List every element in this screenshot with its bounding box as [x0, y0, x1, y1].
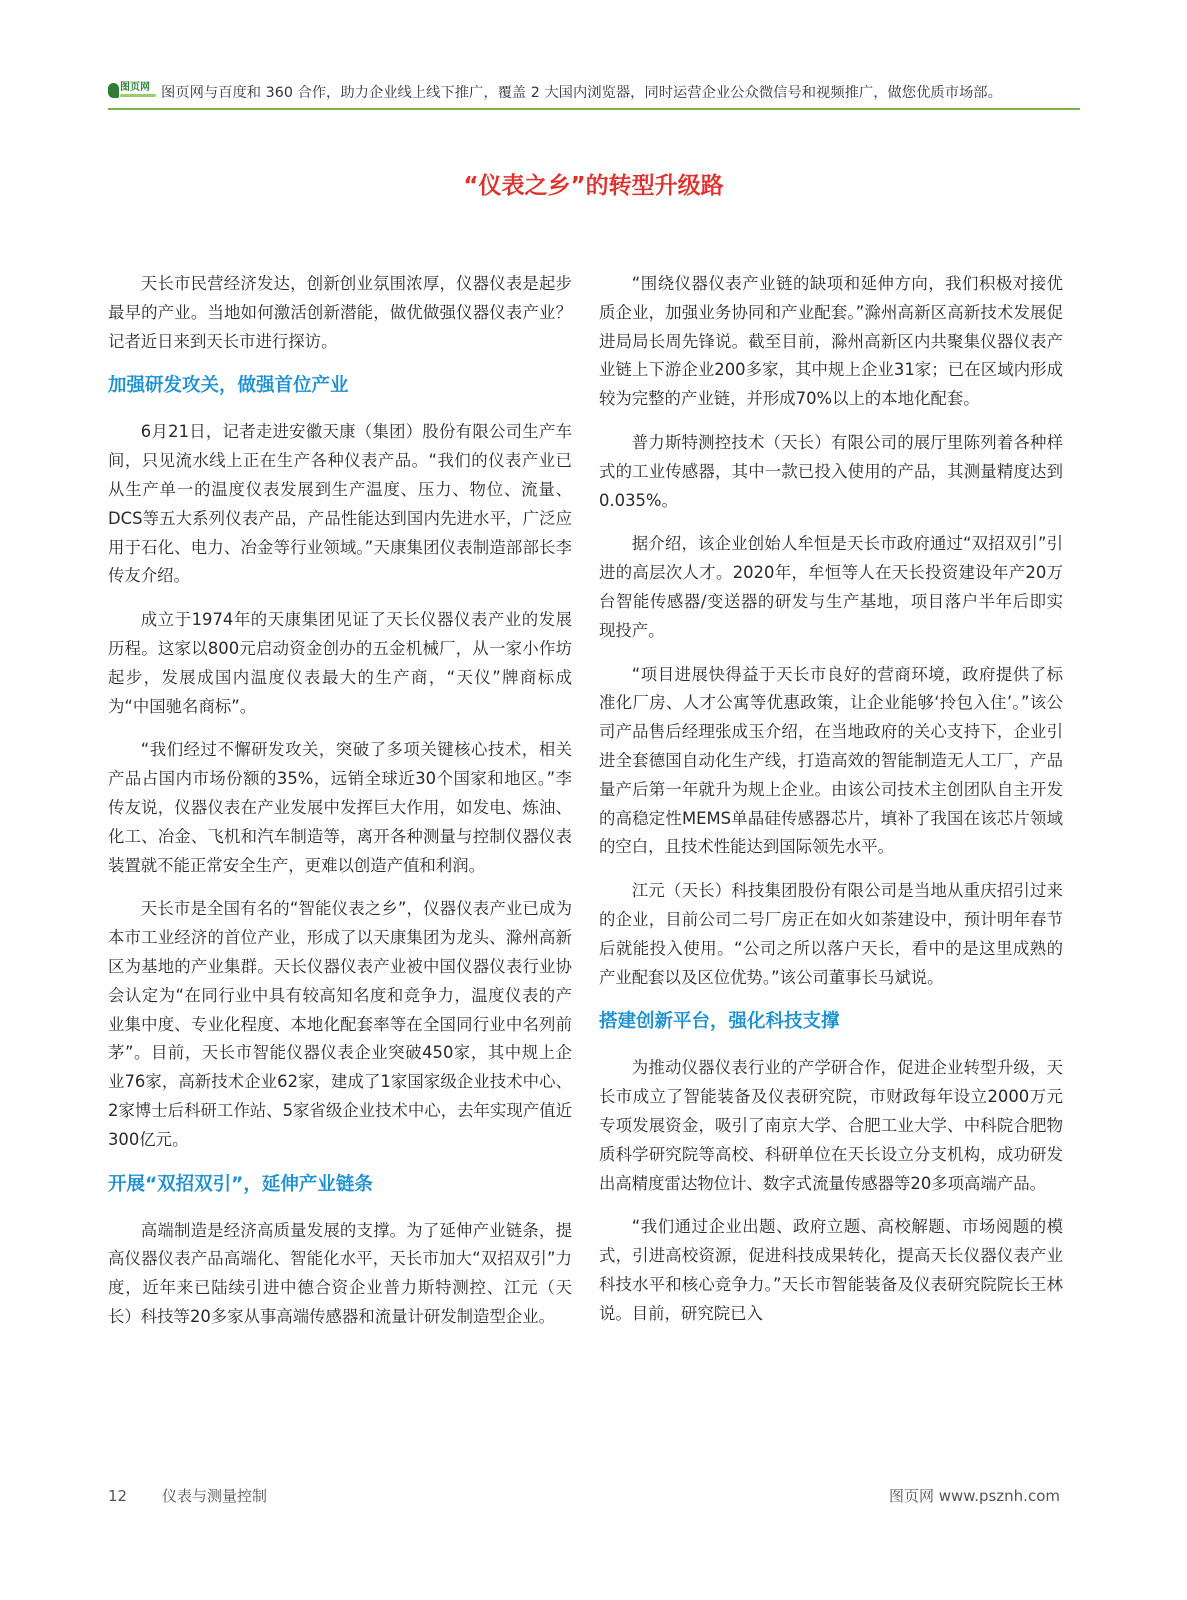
logo-underline [120, 94, 156, 97]
paragraph: 高端制造是经济高质量发展的支撑。为了延伸产业链条，提高仪器仪表产品高端化、智能化水平，天长市加大“双招双引”力度，近年来已陆续引进中德合资企业普力斯特测控、江元（天长）科技等20多家从事高端传感器和流量计研发制造型企业。 [108, 1220, 572, 1326]
paragraph: 天长市民营经济发达，创新创业氛围浓厚，仪器仪表是起步最早的产业。当地如何激活创新潜能，做优做强仪器仪表产业？记者近日来到天长市进行探访。 [108, 274, 572, 351]
right-column [599, 270, 1063, 1344]
section-heading: 搭建创新平台，强化科技支撑 [599, 1011, 840, 1033]
section-heading: 开展“双招双引”，延伸产业链条 [108, 1173, 373, 1195]
logo-text: 图页网 [120, 82, 150, 93]
paragraph: 据介绍，该企业创始人牟恒是天长市政府通过“双招双引”引进的高层次人才。2020年，牟恒等人在天长投资建设年产20万台智能传感器/变送器的研发与生产基地，项目落户半年后即实现投产。 [599, 534, 1063, 640]
paragraph: “项目进展快得益于天长市良好的营商环境，政府提供了标准化厂房、人才公寓等优惠政策，让企业能够‘拎包入住’。”该公司产品售后经理张成玉介绍，在当地政府的关心支持下，企业引进全套德国自动化生产线，打造高效的智能制造无人工厂，产品量产后第一年就升为规上企业。由该公司技术主创团队自主开发的高稳定性MEMS单晶硅传感器芯片，填补了我国在该芯片领域的空白，且技术性能达到国际领先水平。 [599, 664, 1063, 857]
section-heading: 加强研发攻关，做强首位产业 [108, 375, 349, 397]
page-header [108, 80, 1080, 110]
header-banner-text: 图页网与百度和 360 合作，助力企业线上线下推广，覆盖 2 大国内浏览器，同时运营企业公众微信号和视频推广，做您优质市场部。 [161, 85, 1002, 101]
site-link[interactable]: 图页网 www.psznh.com [889, 1487, 1060, 1505]
paragraph: 天长市是全国有名的“智能仪表之乡”，仪器仪表产业已成为本市工业经济的首位产业，形成了以天康集团为龙头、滁州高新区为基地的产业集群。天长仪器仪表产业被中国仪器仪表行业协会认定为“在同行业中具有较高知名度和竞争力，温度仪表的产业集中度、专业化程度、本地化配套率等在全国同行业中名列前茅”。目前，天长市智能仪器仪表企业突破450家，其中规上企业76家，高新技术企业62家，建成了1家国家级企业技术中心、2家博士后科研工作站、5家省级企业技术中心，去年实现产值近300亿元。 [108, 899, 572, 1149]
paragraph: “围绕仪器仪表产业链的缺项和延伸方向，我们积极对接优质企业，加强业务协同和产业配套。”滁州高新区高新技术发展促进局局长周先锋说。截至目前，滁州高新区内共聚集仪器仪表产业链上下游企业200多家，其中规上企业31家；已在区域内形成较为完整的产业链，并形成70%以上的本地化配套。 [599, 274, 1063, 409]
page-footer [108, 1484, 1060, 1508]
magazine-name: 仪表与测量控制 [162, 1487, 268, 1505]
leaf-icon [108, 83, 119, 98]
paragraph: 普力斯特测控技术（天长）有限公司的展厅里陈列着各种样式的工业传感器，其中一款已投入使用的产品，其测量精度达到0.035%。 [599, 432, 1063, 510]
site-logo[interactable] [108, 82, 158, 102]
left-column [108, 270, 572, 1347]
paragraph: 江元（天长）科技集团股份有限公司是当地从重庆招引过来的企业，目前公司二号厂房正在如火如荼建设中，预计明年春节后就能投入使用。“公司之所以落户天长，看中的是这里成熟的产业配套以及区位优势。”该公司董事长马斌说。 [599, 881, 1063, 987]
article-title: “仪表之乡”的转型升级路 [463, 173, 724, 199]
paragraph: 成立于1974年的天康集团见证了天长仪器仪表产业的发展历程。这家以800元启动资金创办的五金机械厂，从一家小作坊起步，发展成国内温度仪表最大的生产商，“天仪”牌商标成为“中国驰名商标”。 [108, 610, 572, 716]
paragraph: 6月21日，记者走进安徽天康（集团）股份有限公司生产车间，只见流水线上正在生产各种仪表产品。“我们的仪表产业已从生产单一的温度仪表发展到生产温度、压力、物位、流量、DCS等五大系列仪表产品，产品性能达到国内先进水平，广泛应用于石化、电力、冶金等行业领域。”天康集团仪表制造部部长李传友介绍。 [108, 422, 572, 586]
page-number: 12 [108, 1487, 128, 1505]
paragraph: “我们经过不懈研发攻关，突破了多项关键核心技术，相关产品占国内市场份额的35%，远销全球近30个国家和地区。”李传友说，仪器仪表在产业发展中发挥巨大作用，如发电、炼油、化工、冶金、飞机和汽车制造等，离开各种测量与控制仪器仪表装置就不能正常安全生产，更难以创造产值和利润。 [108, 740, 572, 875]
paragraph: 为推动仪器仪表行业的产学研合作，促进企业转型升级，天长市成立了智能装备及仪表研究院，市财政每年设立2000万元专项发展资金，吸引了南京大学、合肥工业大学、中科院合肥物质科学研究院等高校、科研单位在天长设立分支机构，成功研发出高精度雷达物位计、数字式流量传感器等20多项高端产品。 [599, 1058, 1063, 1193]
paragraph: “我们通过企业出题、政府立题、高校解题、市场阅题的模式，引进高校资源，促进科技成果转化，提高天长仪器仪表产业科技水平和核心竞争力。”天长市智能装备及仪表研究院院长王林说。目前，研究院已入 [599, 1217, 1063, 1323]
